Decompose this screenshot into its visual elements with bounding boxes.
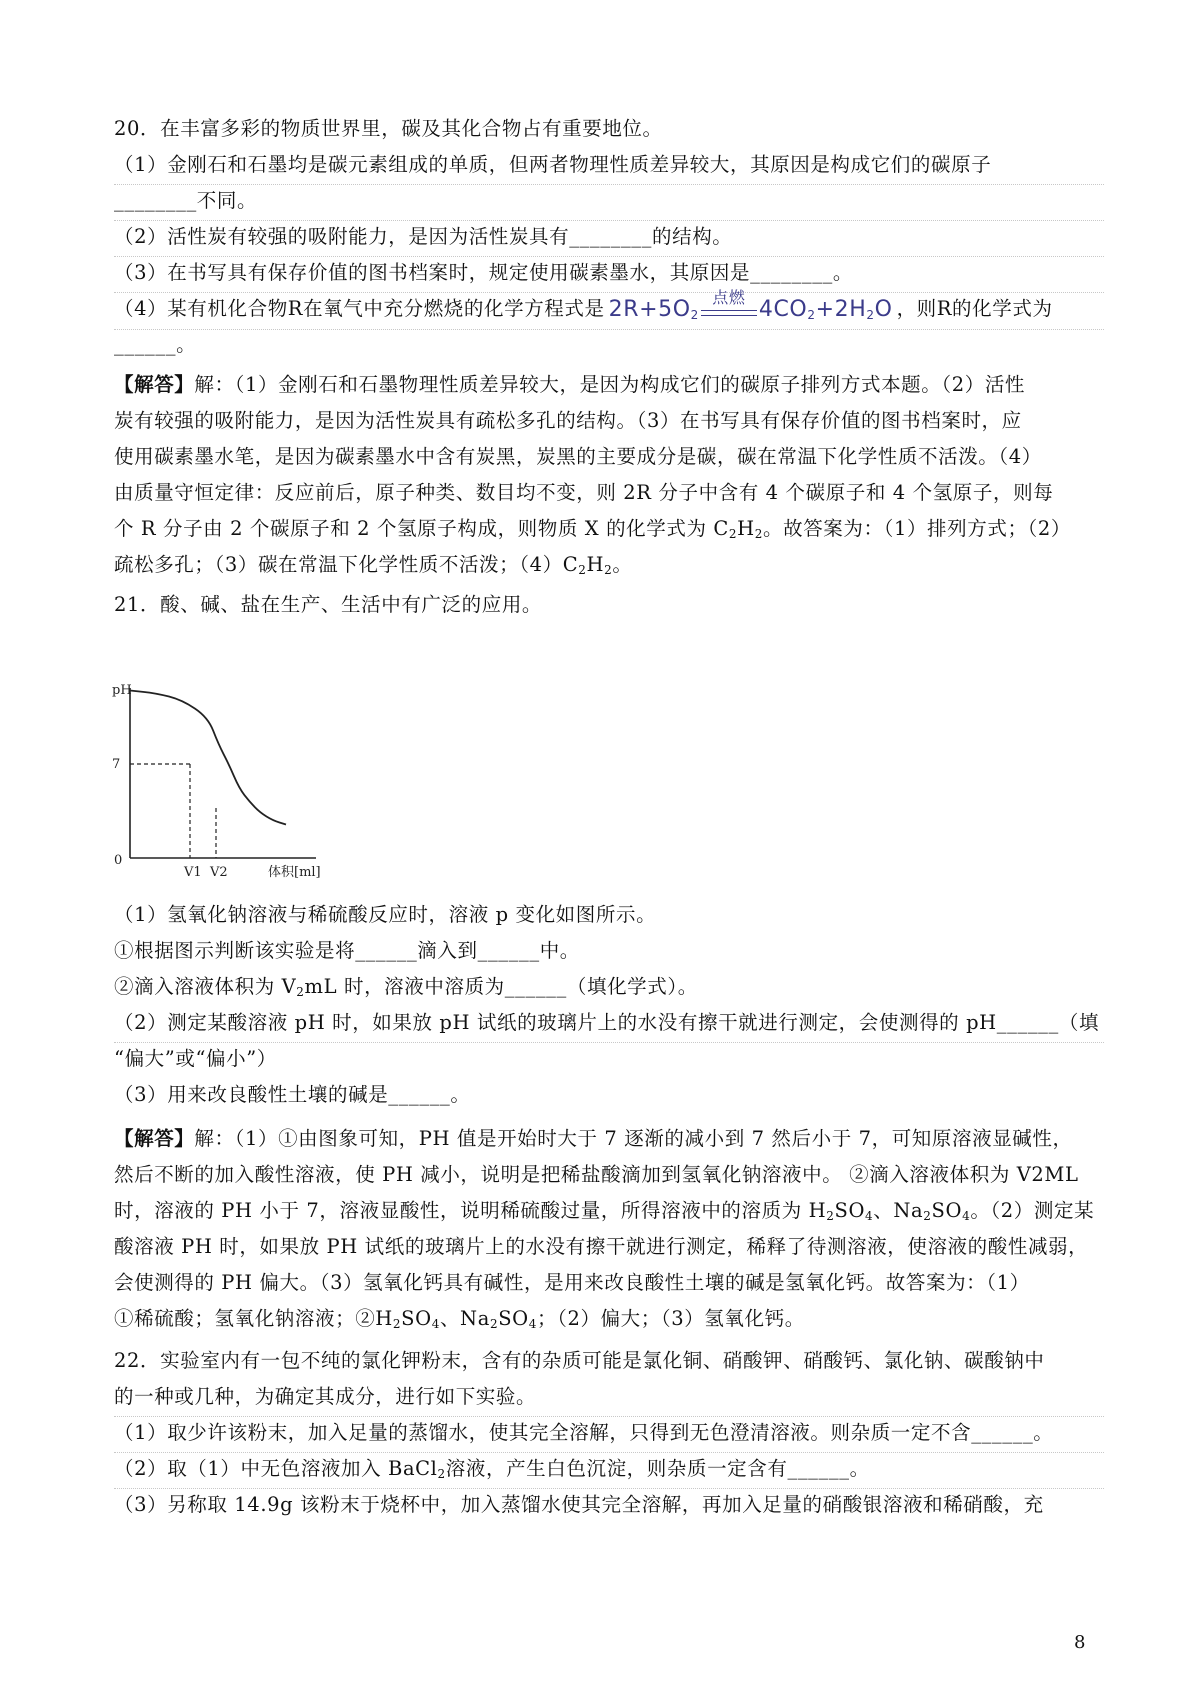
- sub-c2: 2: [578, 563, 587, 577]
- a21-line6: [114, 1304, 1104, 1334]
- y-tick-0: 0: [114, 853, 123, 868]
- a21-line6-b: SO: [401, 1307, 432, 1330]
- sub: 4: [528, 1317, 537, 1331]
- equation-condition: 点燃: [712, 287, 746, 307]
- sub: 2: [923, 1209, 932, 1223]
- q20-part4-suffix: ，则R的化学式为: [896, 297, 1053, 320]
- sub-h: 2: [754, 527, 763, 541]
- q21-part3: （3）用来改良酸性土壤的碱是______。: [114, 1083, 471, 1106]
- a21-line2: 然后不断的加入酸性溶液，使 PH 减小，说明是把稀盐酸滴加到氢氧化钠溶液中。 ②滴入溶液体积为 V2ML: [114, 1163, 1079, 1186]
- x-axis-label: 体积[ml]: [268, 865, 321, 880]
- q20-part1-line1: （1）金刚石和石墨均是碳元素组成的单质，但两者物理性质差异较大，其原因是构成它们的碳原子: [114, 150, 1104, 185]
- a21-line3-d: SO: [931, 1199, 963, 1222]
- q22-part1: （1）取少许该粉末，加入足量的蒸馏水，使其完全溶解，只得到无色澄清溶液。则杂质一定不含______。: [114, 1418, 1104, 1453]
- q21-part1-1: ①根据图示判断该实验是将______滴入到______中。: [114, 939, 580, 962]
- answer-label: 【解答】: [114, 1127, 195, 1150]
- ph-curve-chart: [108, 680, 378, 890]
- q20-part4-prefix: （4）某有机化合物R在氧气中充分燃烧的化学方程式是: [114, 297, 605, 320]
- a20-line5: [114, 514, 1104, 544]
- a20-line4: 由质量守恒定律：反应前后，原子种类、数目均不变，则 2R 分子中含有 4 个碳原子和 4 个氢原子，则每: [114, 481, 1054, 504]
- q21-title: 21．酸、碱、盐在生产、生活中有广泛的应用。: [114, 593, 543, 616]
- q22-part2-a: （2）取（1）中无色溶液加入 BaCl: [114, 1457, 438, 1480]
- y-tick-7: 7: [112, 757, 121, 772]
- equation-left: 2R+5O: [608, 296, 691, 322]
- ph-curve-series: [130, 691, 286, 825]
- a20-line6-a: 疏松多孔；（3）碳在常温下化学性质不活泼；（4）C: [114, 553, 579, 576]
- sub: 2: [489, 1317, 499, 1331]
- a21-line1-text: 解：（1）①由图象可知，PH 值是开始时大于 7 逐渐的减小到 7 然后小于 7，可知原溶液显碱性，: [194, 1127, 1073, 1150]
- a20-line5-c: 。故答案为：（1）排列方式；（2）: [763, 517, 1072, 540]
- sub-v2: 2: [296, 985, 305, 999]
- q22-part3: （3）另称取 14.9g 该粉末于烧杯中，加入蒸馏水使其完全溶解，再加入足量的硝酸银溶液和稀硝酸，充: [114, 1493, 1044, 1516]
- a21-line3-e: 。（2）测定某: [970, 1199, 1095, 1222]
- sub: 4: [962, 1209, 971, 1223]
- sub: 4: [865, 1209, 874, 1223]
- a21-line6-e: ；（2）偏大；（3）氢氧化钙。: [537, 1307, 805, 1330]
- a20-line6-b: H: [586, 553, 605, 576]
- q21-part1-2-b: mL 时，溶液中溶质为______（填化学式）。: [304, 975, 698, 998]
- equals-bars: [701, 310, 757, 316]
- a20-line3: 使用碳素墨水笔，是因为碳素墨水中含有炭黑，炭黑的主要成分是碳，碳在常温下化学性质不活泼。（4）: [114, 445, 1042, 468]
- equation-right-c: O: [874, 296, 893, 322]
- page-number: 8: [1074, 1632, 1086, 1653]
- equation-right-a-sub: 2: [807, 307, 816, 322]
- q21-part1-2-a: ②滴入溶液体积为 V: [114, 975, 297, 998]
- a20-line5-b: H: [737, 517, 755, 540]
- sub: 2: [826, 1209, 835, 1223]
- a21-line5: 会使测得的 PH 偏大。（3）氢氧化钙具有碱性，是用来改良酸性土壤的碱是氢氧化钙。故答案为：（1）: [114, 1271, 1030, 1294]
- sub-c: 2: [728, 527, 738, 541]
- combustion-equation: [608, 287, 893, 325]
- equation-right-a: 4CO: [758, 296, 808, 322]
- q20-part4: [114, 287, 1104, 330]
- equation-arrow: [701, 287, 757, 323]
- a21-line3-c: 、Na: [873, 1199, 924, 1222]
- x-tick-v1: V1: [184, 865, 202, 880]
- q20-part2: （2）活性炭有较强的吸附能力，是因为活性炭具有________的结构。: [114, 222, 1104, 257]
- q21-part2-line2: “偏大”或“偏小”）: [114, 1047, 277, 1070]
- a21-line6-d: SO: [498, 1307, 529, 1330]
- x-tick-v2: V2: [210, 865, 228, 880]
- q20-title: 20．在丰富多彩的物质世界里，碳及其化合物占有重要地位。: [114, 117, 663, 140]
- equation-left-sub: 2: [690, 307, 699, 322]
- equation-right-b-sub: 2: [866, 307, 875, 322]
- a20-line6-c: 。: [612, 553, 633, 576]
- q22-line1: 22．实验室内有一包不纯的氯化钾粉末，含有的杂质可能是氯化铜、硝酸钾、硝酸钙、氯化钠、碳酸钠中: [114, 1349, 1045, 1372]
- q22-part2: [114, 1454, 1104, 1489]
- q22-part2-b: 溶液，产生白色沉淀，则杂质一定含有______。: [445, 1457, 870, 1480]
- a21-line3: [114, 1196, 1104, 1226]
- q20-part4-tail: ______。: [114, 333, 197, 356]
- a21-line6-c: 、Na: [439, 1307, 490, 1330]
- y-axis-label: pH: [112, 683, 132, 698]
- a21-line1: [114, 1124, 1104, 1154]
- sub: 4: [431, 1317, 440, 1331]
- equation-right-b: +2H: [815, 296, 867, 322]
- a21-line3-a: 时，溶液的 PH 小于 7，溶液显酸性，说明稀硫酸过量，所得溶液中的溶质为 H: [114, 1199, 827, 1222]
- sub-h2: 2: [604, 563, 613, 577]
- a20-line1: [114, 370, 1104, 400]
- a20-line2: 炭有较强的吸附能力，是因为活性炭具有疏松多孔的结构。（3）在书写具有保存价值的图书档案时，应: [114, 409, 1022, 432]
- a21-line6-a: ①稀硫酸；氢氧化钠溶液；②H: [114, 1307, 393, 1330]
- a20-line1-text: 解：（1）金刚石和石墨物理性质差异较大，是因为构成它们的碳原子排列方式本题。（2）活性: [194, 373, 1026, 396]
- q21-part1-2: [114, 972, 1104, 1002]
- sub: 2: [392, 1317, 402, 1331]
- a20-line5-a: 个 R 分子由 2 个碳原子和 2 个氢原子构成，则物质 X 的化学式为 C: [114, 517, 729, 540]
- answer-label: 【解答】: [114, 373, 195, 396]
- a21-line4: 酸溶液 PH 时，如果放 PH 试纸的玻璃片上的水没有擦干就进行测定，稀释了待测溶液，使溶液的酸性减弱，: [114, 1235, 1089, 1258]
- q20-part1-line2: ________不同。: [114, 186, 1104, 221]
- q22-line2: 的一种或几种，为确定其成分，进行如下实验。: [114, 1382, 1104, 1417]
- q21-part2-line1: （2）测定某酸溶液 pH 时，如果放 pH 试纸的玻璃片上的水没有擦干就进行测定，会使测得的 pH______（填: [114, 1008, 1104, 1043]
- q21-part1: （1）氢氧化钠溶液与稀硫酸反应时，溶液 p 变化如图所示。: [114, 903, 657, 926]
- a21-line3-b: SO: [834, 1199, 866, 1222]
- sub-bacl2: 2: [437, 1467, 446, 1481]
- q20-part3: （3）在书写具有保存价值的图书档案时，规定使用碳素墨水，其原因是________。: [114, 258, 1104, 293]
- a20-line6: [114, 550, 1104, 580]
